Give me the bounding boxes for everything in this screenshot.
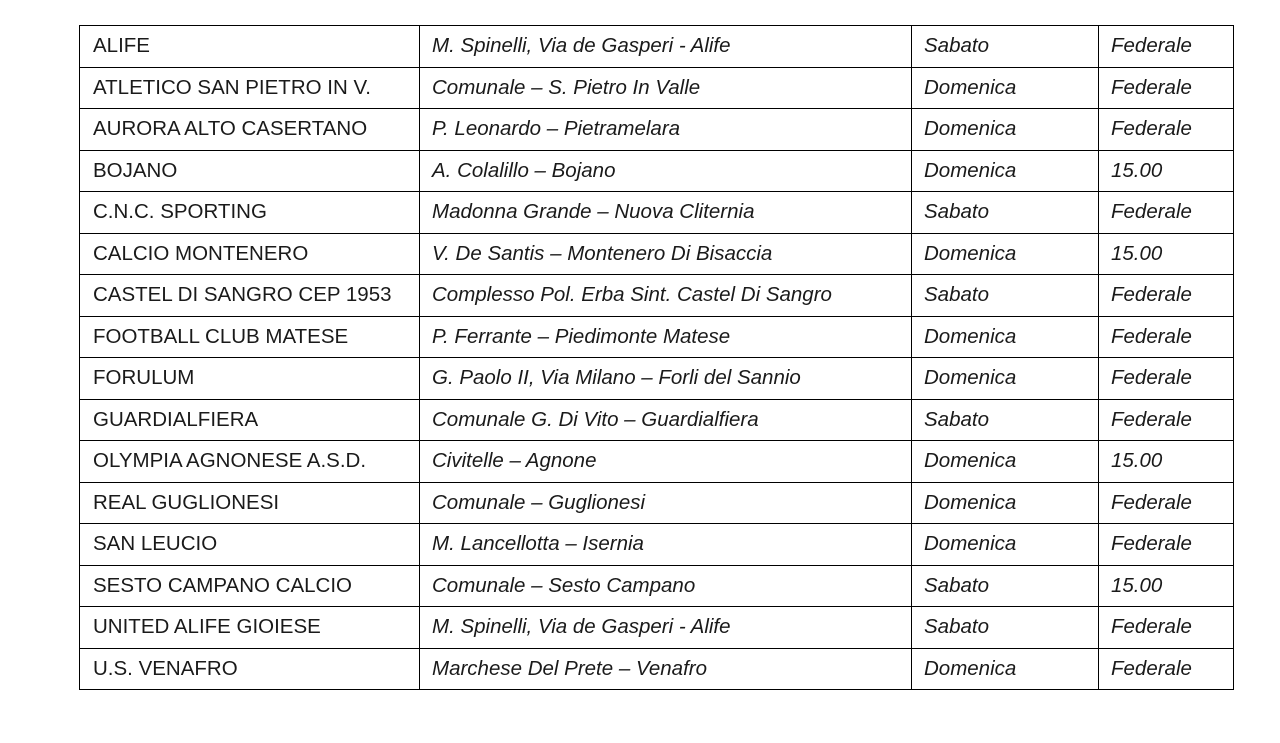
day-cell: Domenica <box>912 150 1099 192</box>
team-cell: SESTO CAMPANO CALCIO <box>80 565 420 607</box>
time-cell: Federale <box>1099 192 1234 234</box>
day-cell: Domenica <box>912 109 1099 151</box>
table-row <box>80 399 1234 441</box>
table-row <box>80 607 1234 649</box>
day-cell: Domenica <box>912 441 1099 483</box>
team-cell: CALCIO MONTENERO <box>80 233 420 275</box>
day-cell: Sabato <box>912 26 1099 68</box>
team-cell: FORULUM <box>80 358 420 400</box>
day-cell: Sabato <box>912 399 1099 441</box>
team-cell: ALIFE <box>80 26 420 68</box>
venue-cell: Comunale – S. Pietro In Valle <box>420 67 912 109</box>
day-cell: Domenica <box>912 233 1099 275</box>
table-row <box>80 565 1234 607</box>
day-cell: Sabato <box>912 192 1099 234</box>
time-cell: Federale <box>1099 607 1234 649</box>
venue-cell: M. Spinelli, Via de Gasperi - Alife <box>420 26 912 68</box>
venue-cell: P. Ferrante – Piedimonte Matese <box>420 316 912 358</box>
time-cell: Federale <box>1099 275 1234 317</box>
venue-cell: Comunale G. Di Vito – Guardialfiera <box>420 399 912 441</box>
team-cell: SAN LEUCIO <box>80 524 420 566</box>
day-cell: Domenica <box>912 67 1099 109</box>
table-row <box>80 233 1234 275</box>
venue-cell: M. Spinelli, Via de Gasperi - Alife <box>420 607 912 649</box>
venue-cell: M. Lancellotta – Isernia <box>420 524 912 566</box>
venue-cell: Complesso Pol. Erba Sint. Castel Di Sangro <box>420 275 912 317</box>
team-cell: C.N.C. SPORTING <box>80 192 420 234</box>
time-cell: Federale <box>1099 648 1234 690</box>
venue-cell: Comunale – Sesto Campano <box>420 565 912 607</box>
table-row <box>80 482 1234 524</box>
table-row <box>80 192 1234 234</box>
day-cell: Sabato <box>912 275 1099 317</box>
venue-cell: P. Leonardo – Pietramelara <box>420 109 912 151</box>
time-cell: Federale <box>1099 26 1234 68</box>
team-cell: GUARDIALFIERA <box>80 399 420 441</box>
table-row <box>80 441 1234 483</box>
team-cell: REAL GUGLIONESI <box>80 482 420 524</box>
time-cell: Federale <box>1099 316 1234 358</box>
day-cell: Domenica <box>912 316 1099 358</box>
time-cell: Federale <box>1099 399 1234 441</box>
venue-cell: V. De Santis – Montenero Di Bisaccia <box>420 233 912 275</box>
table-row <box>80 67 1234 109</box>
venue-cell: Comunale – Guglionesi <box>420 482 912 524</box>
time-cell: 15.00 <box>1099 441 1234 483</box>
table-row <box>80 26 1234 68</box>
day-cell: Domenica <box>912 648 1099 690</box>
day-cell: Sabato <box>912 607 1099 649</box>
time-cell: 15.00 <box>1099 233 1234 275</box>
teams-schedule-table <box>79 25 1234 690</box>
table-body <box>80 26 1234 690</box>
team-cell: CASTEL DI SANGRO CEP 1953 <box>80 275 420 317</box>
time-cell: Federale <box>1099 67 1234 109</box>
team-cell: AURORA ALTO CASERTANO <box>80 109 420 151</box>
team-cell: UNITED ALIFE GIOIESE <box>80 607 420 649</box>
time-cell: Federale <box>1099 482 1234 524</box>
time-cell: Federale <box>1099 524 1234 566</box>
venue-cell: Civitelle – Agnone <box>420 441 912 483</box>
venue-cell: Madonna Grande – Nuova Cliternia <box>420 192 912 234</box>
team-cell: ATLETICO SAN PIETRO IN V. <box>80 67 420 109</box>
table-row <box>80 524 1234 566</box>
time-cell: Federale <box>1099 358 1234 400</box>
venue-cell: G. Paolo II, Via Milano – Forli del Sannio <box>420 358 912 400</box>
team-cell: FOOTBALL CLUB MATESE <box>80 316 420 358</box>
table-row <box>80 358 1234 400</box>
time-cell: 15.00 <box>1099 565 1234 607</box>
day-cell: Domenica <box>912 358 1099 400</box>
day-cell: Sabato <box>912 565 1099 607</box>
venue-cell: A. Colalillo – Bojano <box>420 150 912 192</box>
day-cell: Domenica <box>912 524 1099 566</box>
team-cell: U.S. VENAFRO <box>80 648 420 690</box>
day-cell: Domenica <box>912 482 1099 524</box>
table-row <box>80 150 1234 192</box>
table-row <box>80 109 1234 151</box>
table-row <box>80 316 1234 358</box>
venue-cell: Marchese Del Prete – Venafro <box>420 648 912 690</box>
table-row <box>80 275 1234 317</box>
time-cell: Federale <box>1099 109 1234 151</box>
team-cell: OLYMPIA AGNONESE A.S.D. <box>80 441 420 483</box>
table-row <box>80 648 1234 690</box>
time-cell: 15.00 <box>1099 150 1234 192</box>
team-cell: BOJANO <box>80 150 420 192</box>
schedule-table-container <box>79 25 1234 690</box>
